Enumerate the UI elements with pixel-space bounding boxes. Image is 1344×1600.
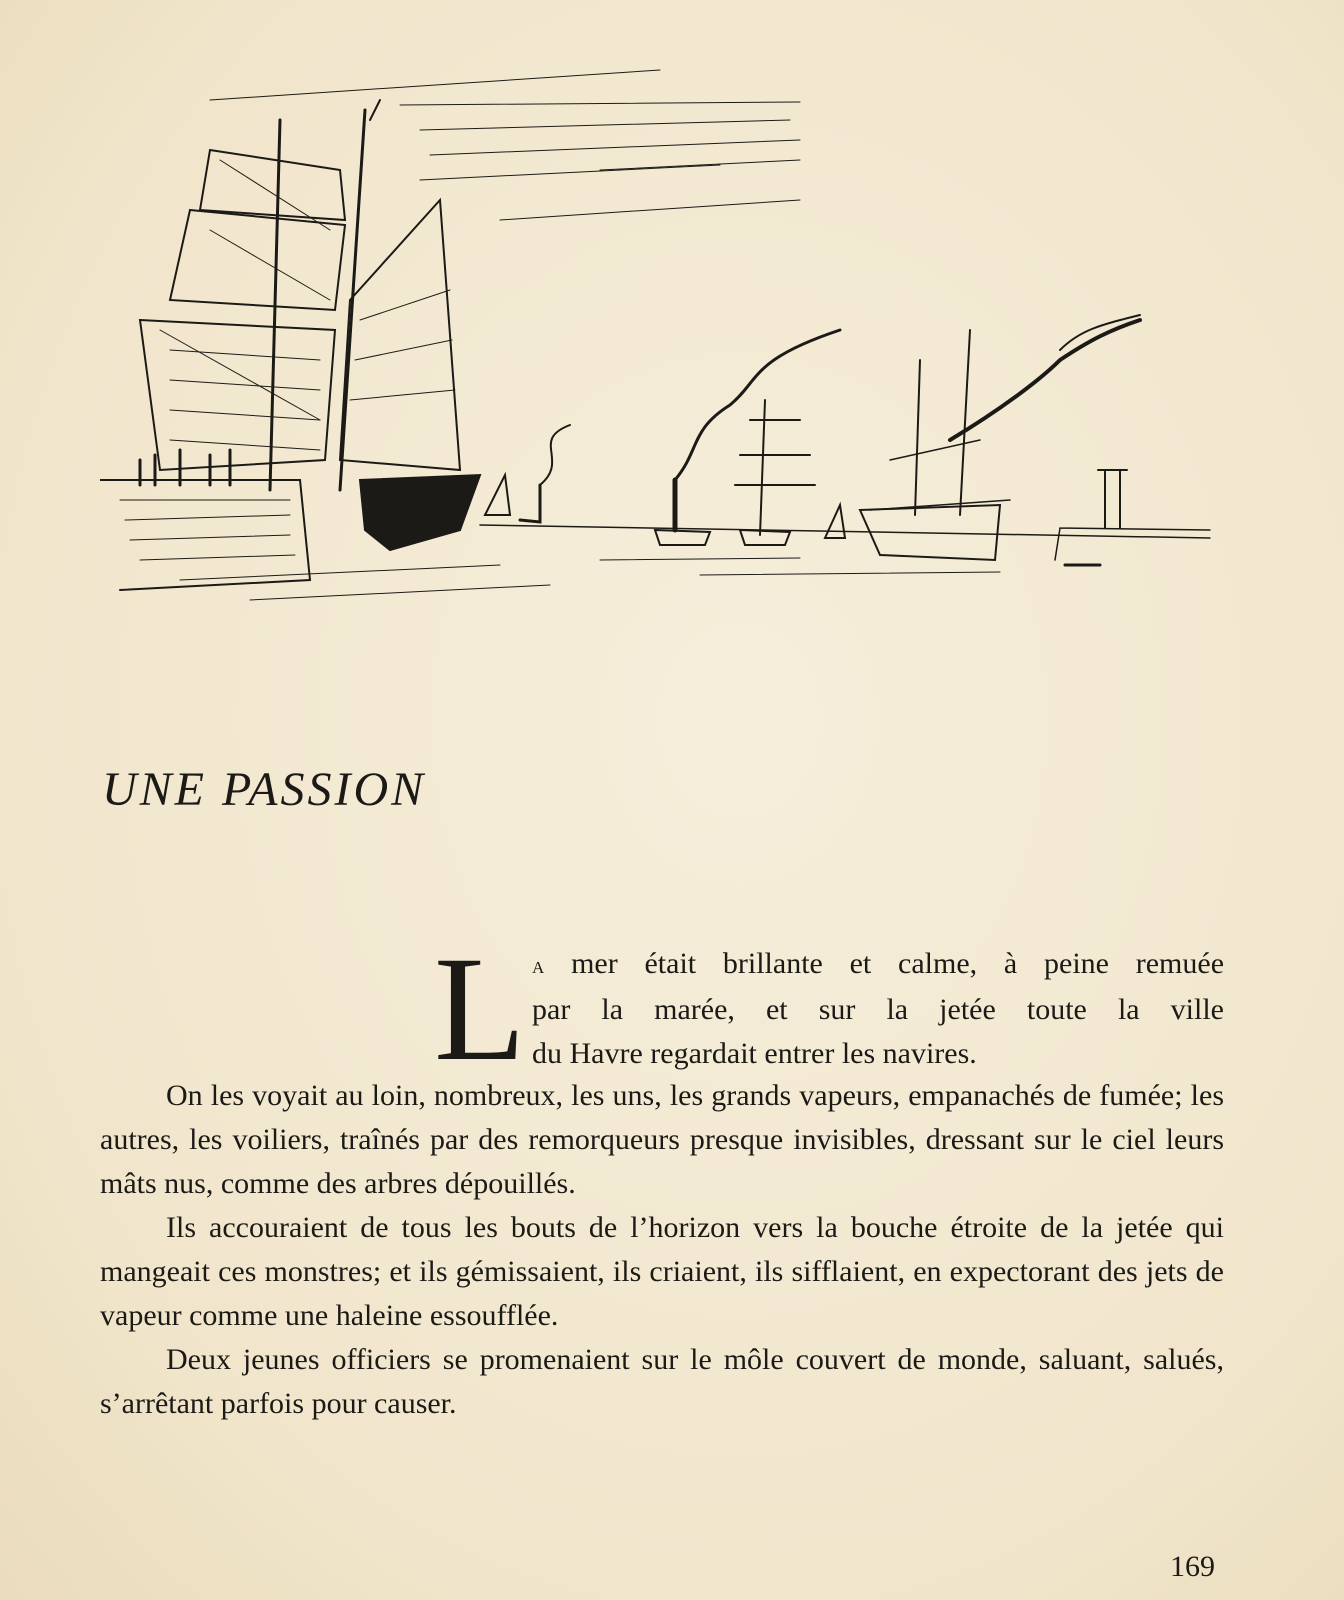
paragraph: Deux jeunes officiers se promenaient sur le môle couvert de monde, saluant, salués, s’arrêtant parfois pour causer. bbox=[100, 1343, 1224, 1420]
opening-line: du Havre regardait entrer les navires. bbox=[532, 1037, 977, 1070]
harbour-illustration bbox=[100, 60, 1230, 620]
opening-line: par la marée, et sur la jetée toute la ville bbox=[532, 993, 1224, 1026]
paragraph: On les voyait au loin, nombreux, les uns, les grands vapeurs, empanachés de fumée; les autres, les voiliers, traînés par des remorqueurs presque invisibles, dressant sur le ciel leurs mâts nus, comme des arbres dépouillés. bbox=[100, 1079, 1224, 1200]
opening-paragraph bbox=[434, 926, 1225, 1092]
opening-line: a mer était brillante et calme, à peine remuée bbox=[532, 947, 1225, 980]
paragraph: Ils accouraient de tous les bouts de l’horizon vers la bouche étroite de la jetée qui mangeait ces monstres; et ils gémissaient, ils criaient, ils sifflaient, en expectorant des jets de vapeur comme une haleine essoufflée. bbox=[100, 1211, 1224, 1332]
harbour-sketch-icon bbox=[100, 60, 1230, 620]
chapter-text bbox=[100, 926, 1225, 1426]
chapter-title: UNE PASSION bbox=[102, 763, 427, 816]
lead-letter: a bbox=[532, 953, 545, 979]
drop-cap: L bbox=[434, 926, 526, 1092]
page-number: 169 bbox=[1170, 1550, 1215, 1583]
